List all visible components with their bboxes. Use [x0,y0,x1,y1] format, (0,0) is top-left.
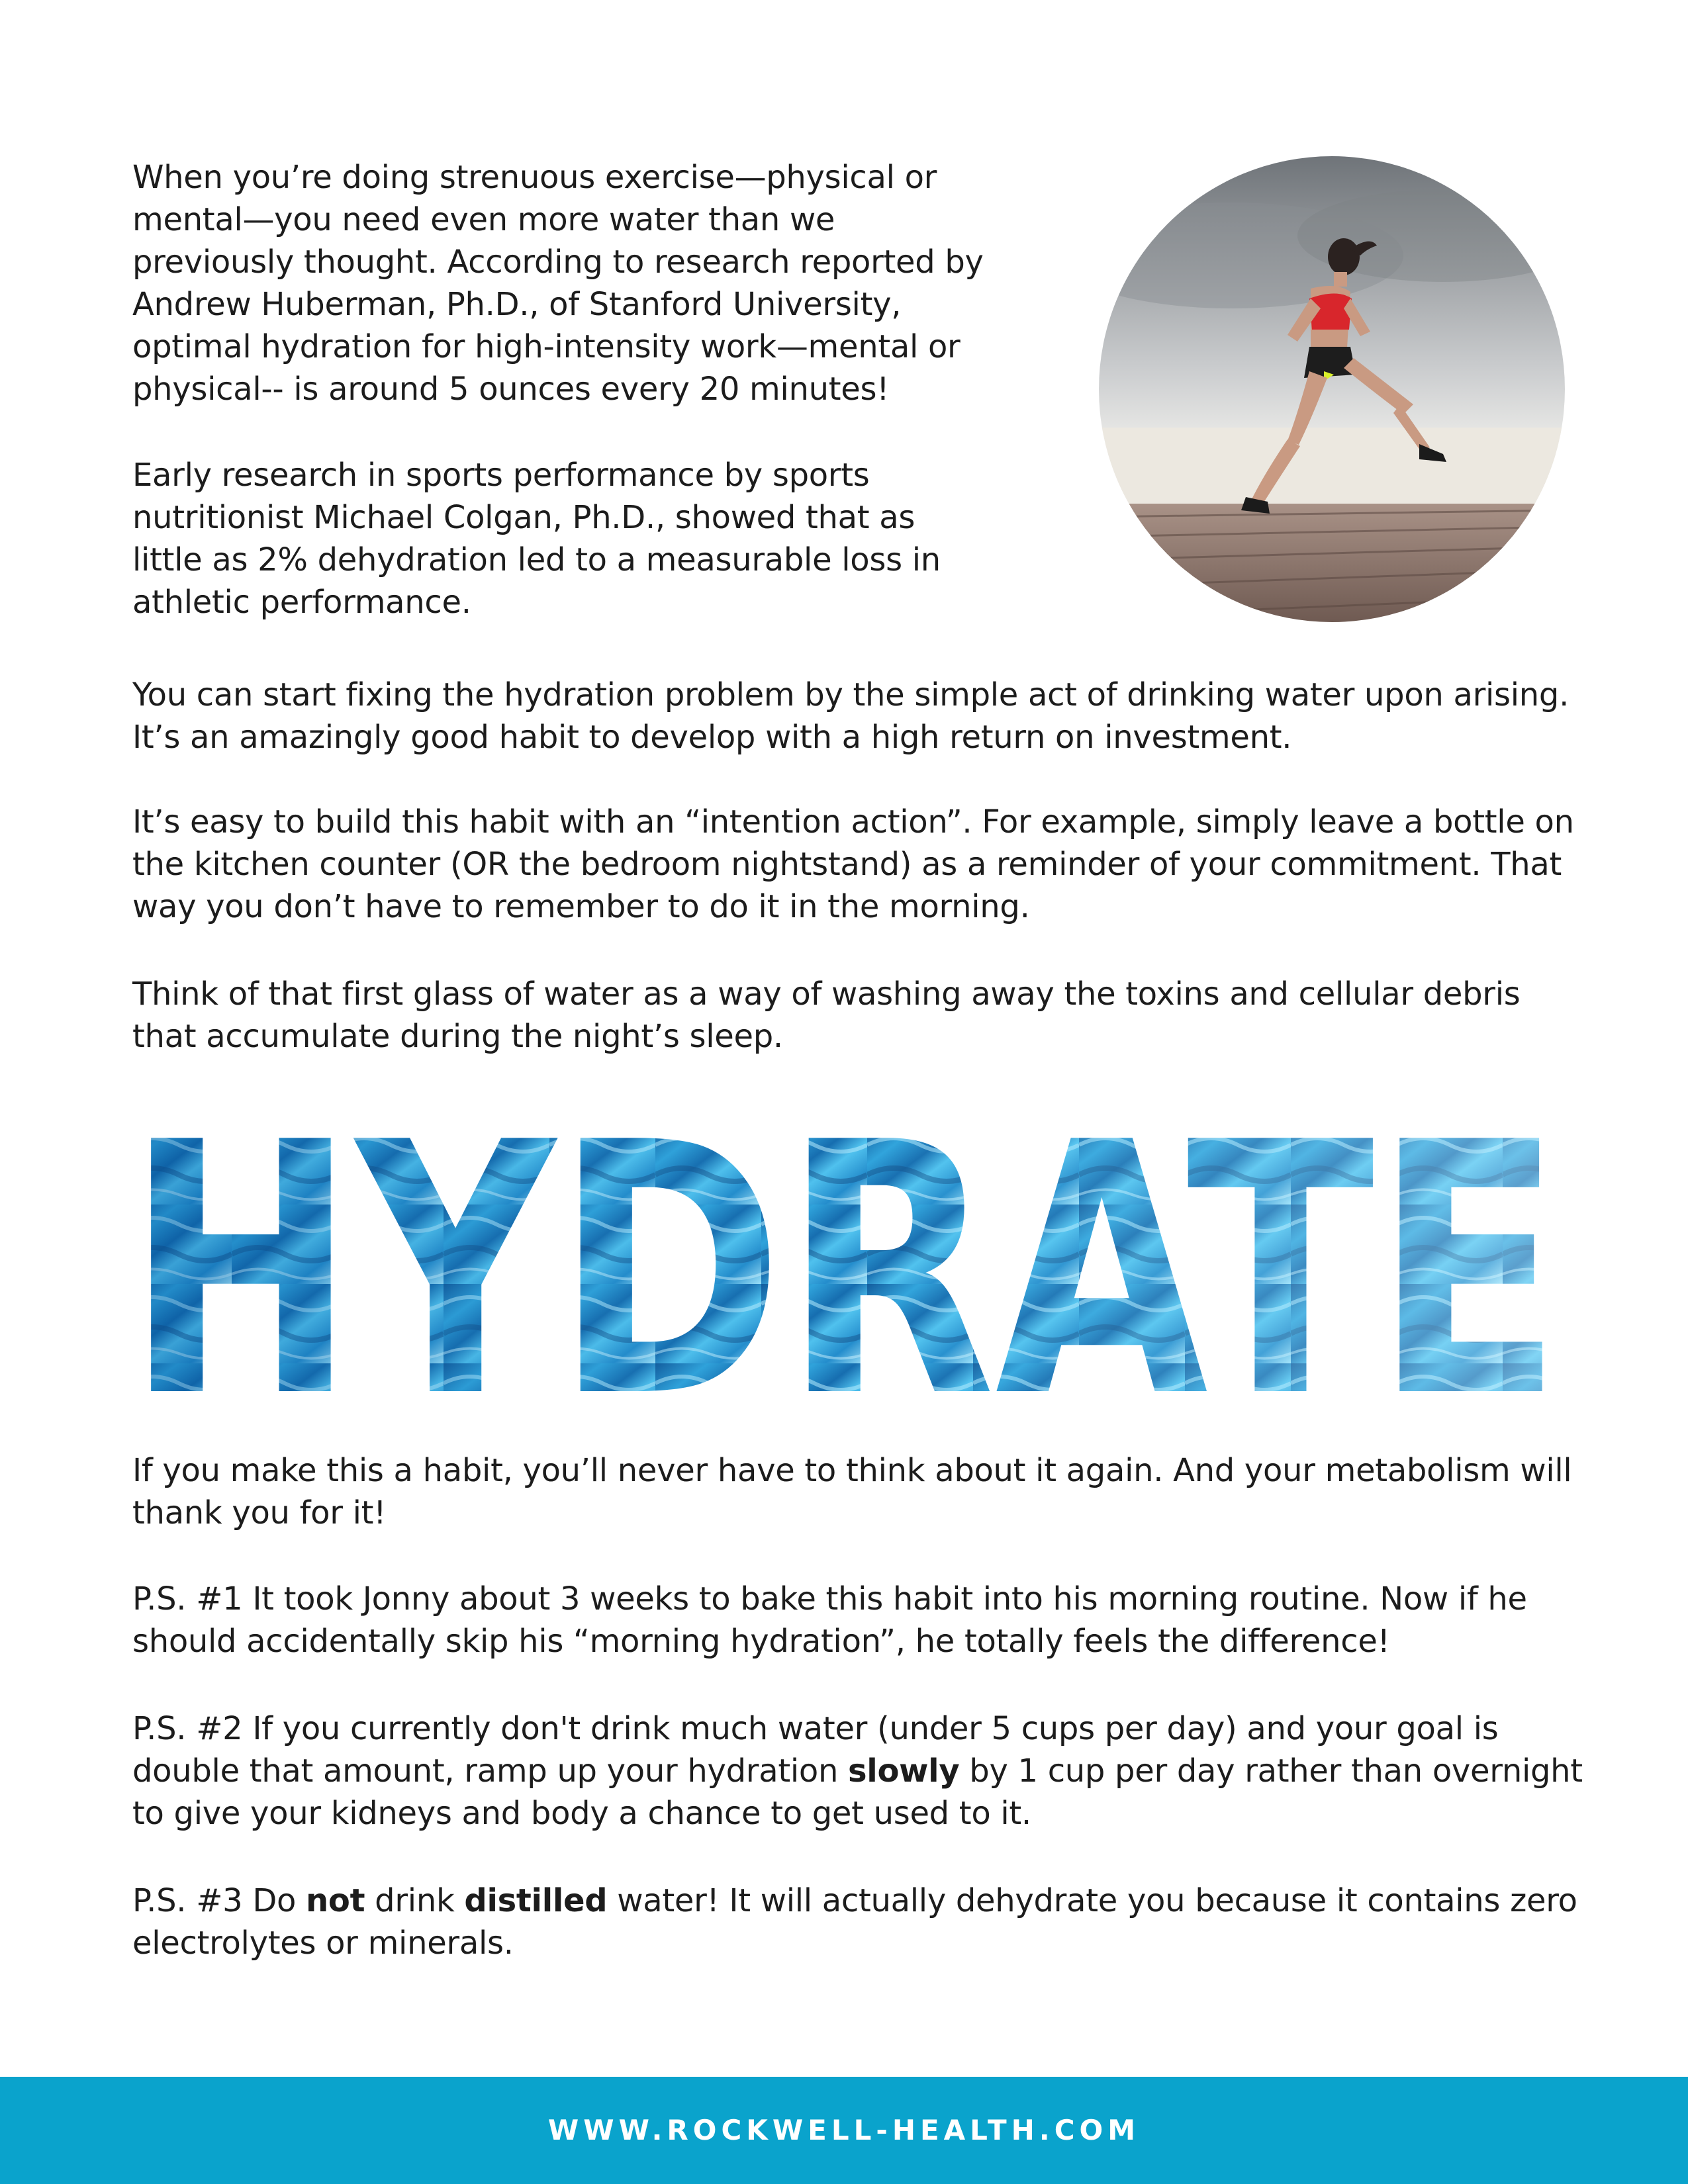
toxins-paragraph: Think of that first glass of water as a way of washing away the toxins and cellular debris that accumulate during the night’s sleep. [132,976,1521,1055]
footer-bar [0,2077,1688,2184]
hydrate-word-graphic [126,1125,1562,1396]
habit-paragraph: If you make this a habit, you’ll never have to think about it again. And your metabolism will thank you for it! [132,1452,1572,1531]
ps3-bold-distilled: distilled [464,1882,608,1919]
ps3-text-2: drink [365,1882,465,1919]
ps3-bold-not: not [306,1882,365,1919]
intro-paragraph: When you’re doing strenuous exercise—physical or mental—you need even more water than we previously thought. According to research reported by Andrew Huberman, Ph.D., of Stanford University, optimal hydration for high-intensity work—mental or physical-- is around 5 ounces every 20 minutes! [132,159,984,408]
ps2-text-2: by 1 cup per day rather than overnight to give your kidneys and body a chance to get used to it. [132,1752,1583,1832]
runner-photo [1099,156,1565,622]
ps2-bold-slowly: slowly [848,1752,960,1790]
research-paragraph: Early research in sports performance by sports nutritionist Michael Colgan, Ph.D., showed that as little as 2% dehydration led to a measurable loss in athletic performance. [132,457,941,621]
ps2-text-1: P.S. #2 If you currently don't drink much water (under 5 cups per day) and your goal is double that amount, ramp up your hydration [132,1710,1499,1790]
ps3-text-3: water! It will actually dehydrate you because it contains zero electrolytes or minerals. [132,1882,1577,1962]
ps3-paragraph [132,1880,1589,1964]
intention-action-paragraph: It’s easy to build this habit with an “intention action”. For example, simply leave a bottle on the kitchen counter (OR the bedroom nightstand) as a reminder of your commitment. That way you don’t have to remember to do it in the morning. [132,803,1574,925]
ps1-paragraph: P.S. #1 It took Jonny about 3 weeks to bake this habit into his morning routine. Now if he should accidentally skip his “morning hydration”, he totally feels the difference! [132,1580,1527,1660]
footer-website-link[interactable]: WWW.ROCKWELL-HEALTH.COM [547,2114,1141,2146]
ps3-text-1: P.S. #3 Do [132,1882,306,1919]
morning-water-paragraph: You can start fixing the hydration problem by the simple act of drinking water upon arising. It’s an amazingly good habit to develop with a high return on investment. [132,676,1570,756]
ps2-paragraph [132,1707,1589,1835]
